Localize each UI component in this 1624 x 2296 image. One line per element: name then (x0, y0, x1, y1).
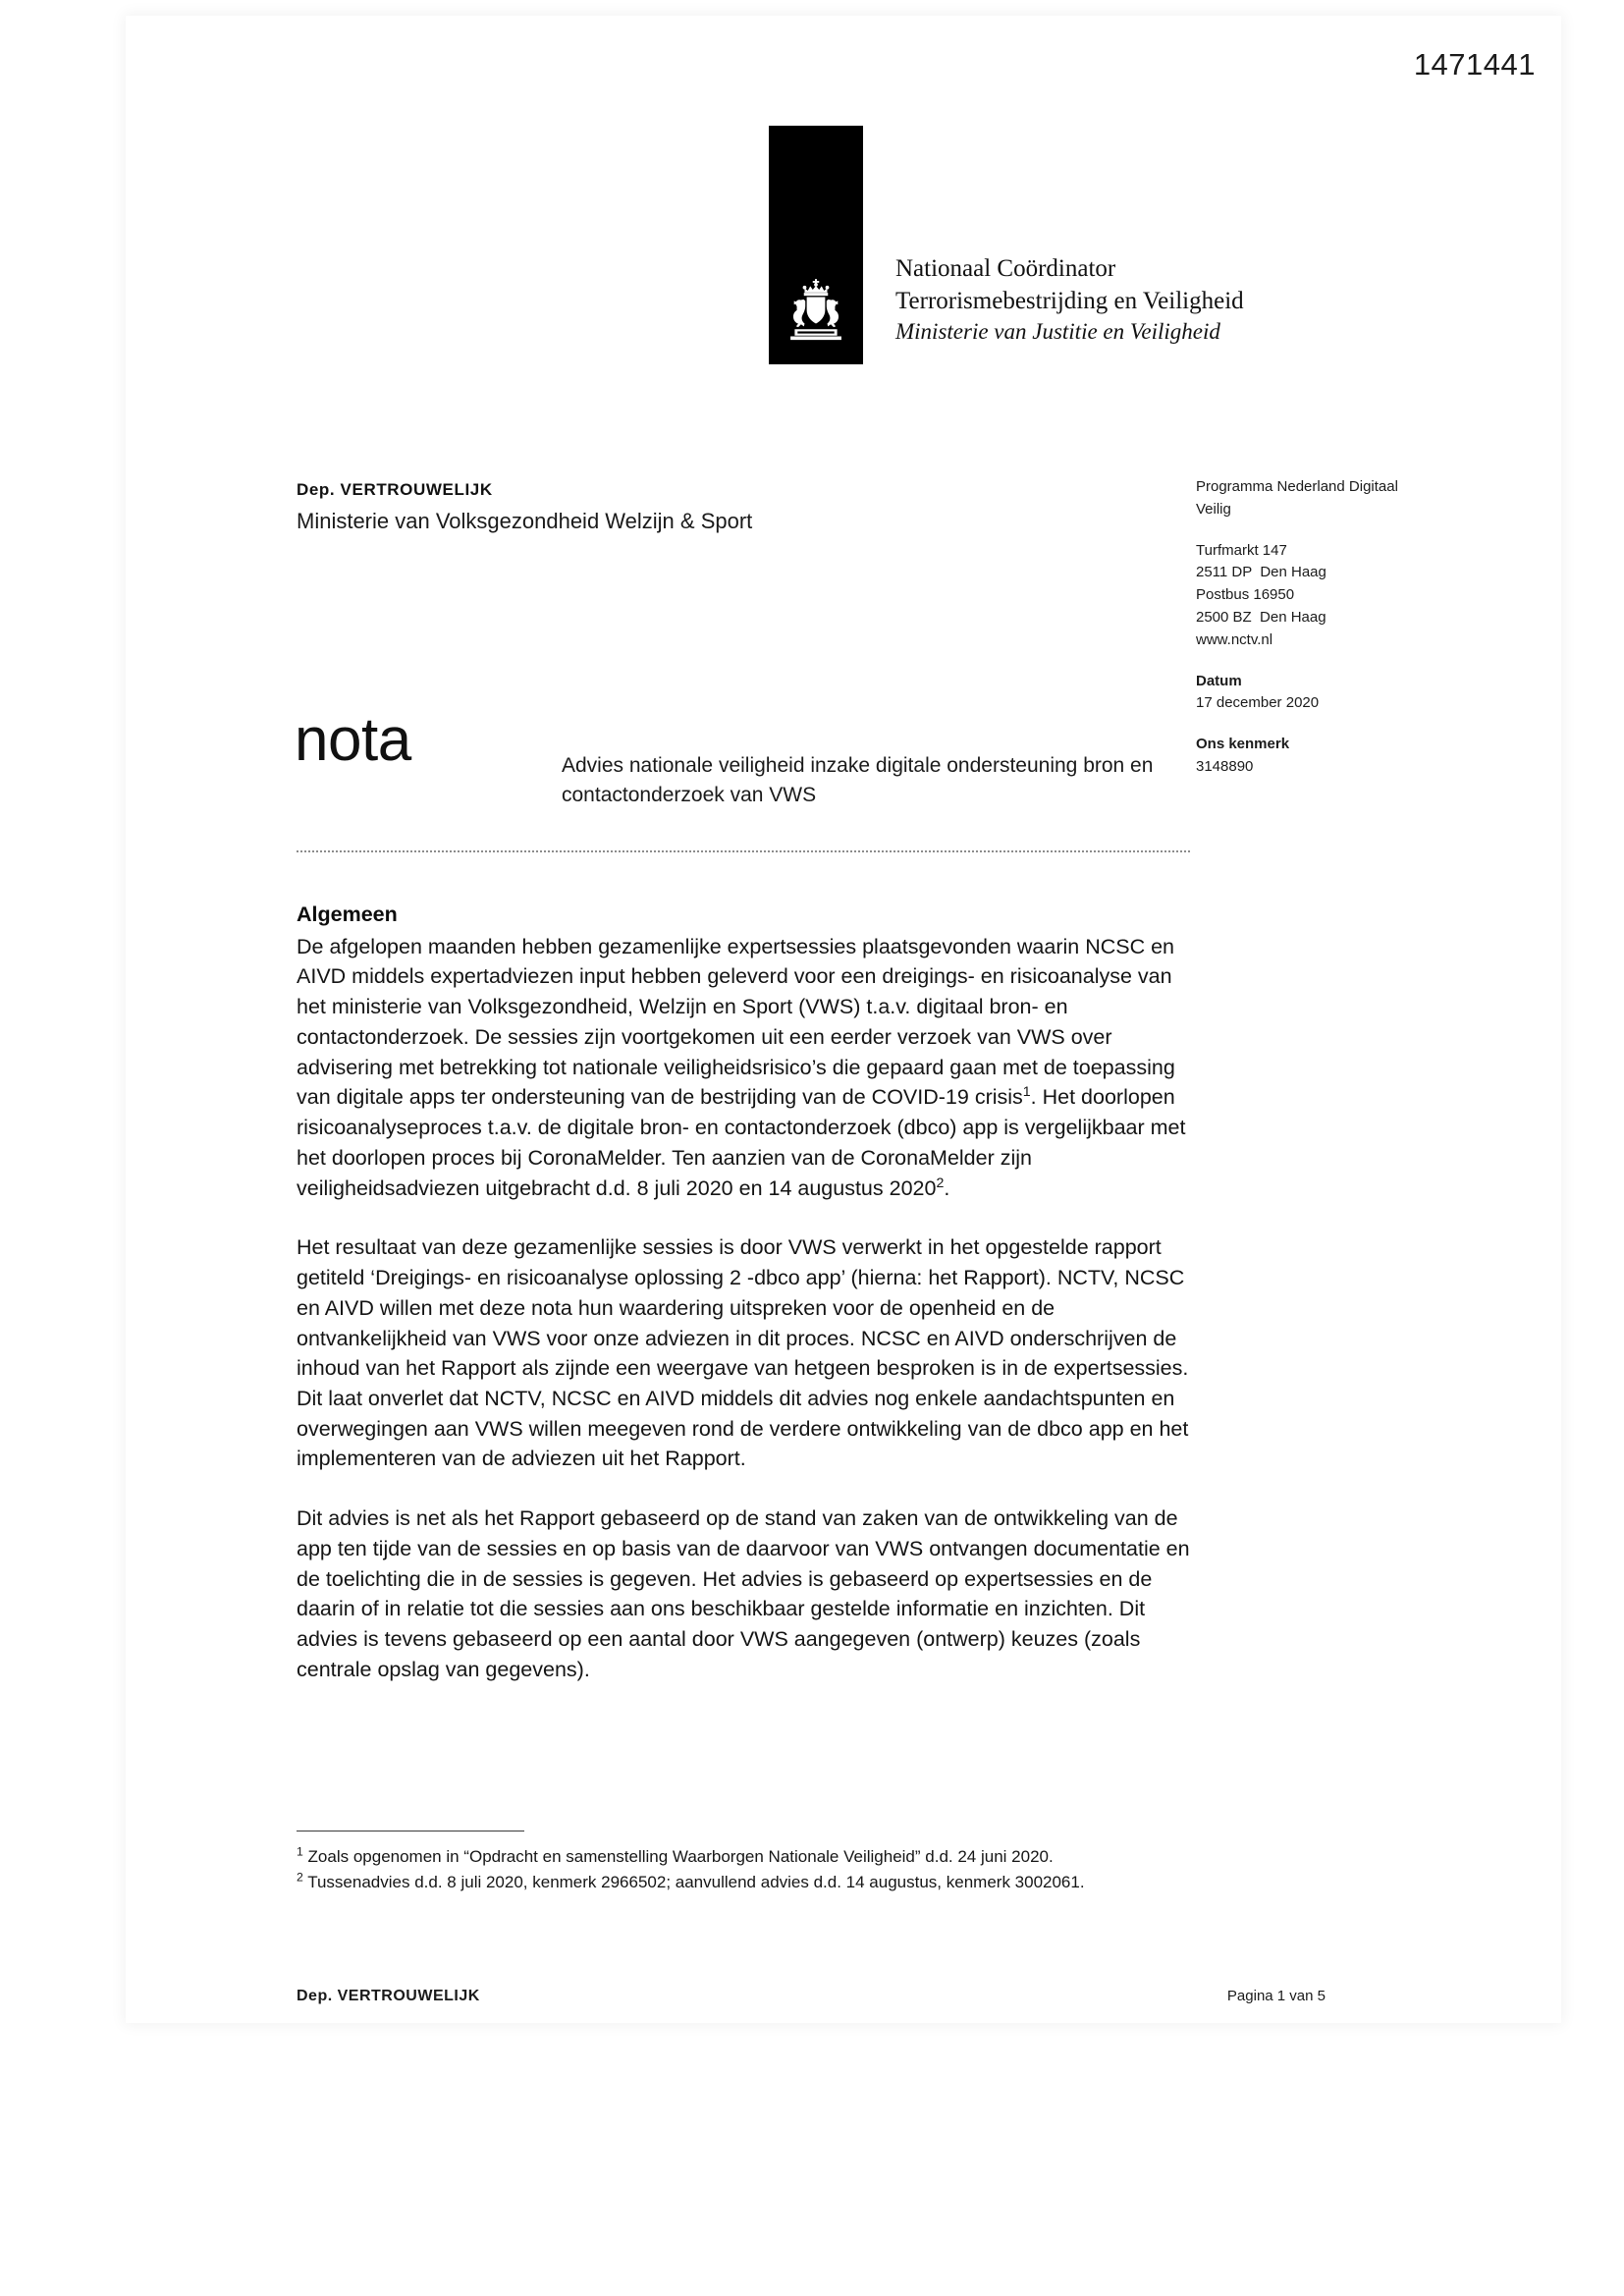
footnote-1-text: Zoals opgenomen in “Opdracht en samenstelling Waarborgen Nationale Veiligheid” d.d. 24 juni 2020. (302, 1847, 1054, 1866)
footnote-block (297, 1844, 1200, 1895)
header-divider (297, 850, 1190, 852)
footnote-2-marker: 2 (297, 1870, 303, 1885)
logo-line-1: Nationaal Coördinator (895, 255, 1116, 283)
letterhead-logo (769, 126, 1244, 364)
paragraph-1-part-c: . (944, 1175, 950, 1200)
letterhead-meta (1196, 476, 1490, 779)
document-number: 1471441 (1413, 47, 1536, 82)
date-value: 17 december 2020 (1196, 694, 1320, 712)
document-subject: Advies nationale veiligheid inzake digitale ondersteuning bron en contactonderzoek van VWS (562, 754, 1154, 806)
meta-reference (1196, 734, 1490, 779)
reference-value: 3148890 (1196, 757, 1254, 775)
date-label: Datum (1196, 672, 1242, 689)
logo-black-bar (769, 126, 863, 364)
footnote-1-marker: 1 (297, 1844, 303, 1859)
meta-date (1196, 671, 1490, 716)
body-paragraph-3: Dit advies is net als het Rapport gebaseerd op de stand van zaken van de ontwikkeling van de app ten tijde van de sessies en op basis van de daarvoor van VWS ontvangen documentatie en de toelichting die in de sessies is gegeven. Het advies is gebaseerd op expertsessies en de daarin of in relatie tot die sessies aan ons beschikbaar gestelde informatie en inzichten. Dit advies is tevens gebaseerd op een aantal door VWS aangegeven (ontwerp) keuzes (zoals centrale opslag van gegevens). (297, 1506, 1190, 1681)
footnote-2 (297, 1870, 1200, 1895)
addressee-block (297, 478, 752, 537)
paragraph-1-part-a: De afgelopen maanden hebben gezamenlijke expertsessies plaatsgevonden waarin NCSC en AIVD middels expertadviezen input hebben geleverd voor een dreigings- en risicoanalyse van het ministerie van Volksgezondheid, Welzijn en Sport (VWS) t.a.v. digitaal bron- en contactonderzoek. De sessies zijn voortgekomen uit een eerder verzoek van VWS over advisering met betrekking tot nationale veiligheidsrisico’s die gepaard gaan met de toepassing van digitale apps ter ondersteuning van de bestrijding van de COVID-19 crisis (297, 934, 1175, 1110)
programme-line-2: Veilig (1196, 500, 1231, 518)
address-website: www.nctv.nl (1196, 630, 1273, 648)
meta-programme (1196, 476, 1490, 521)
footer-classification: Dep. VERTROUWELIJK (297, 1988, 480, 2004)
address-street: Turfmarkt 147 (1196, 541, 1287, 559)
logo-line-2: Terrorismebestrijding en Veiligheid (895, 287, 1244, 314)
footnote-2-text: Tussenadvies d.d. 8 juli 2020, kenmerk 2966502; aanvullend advies d.d. 14 augustus, kenmerk 3002061. (302, 1872, 1085, 1891)
address-postbox-city: 2500 BZ Den Haag (1196, 608, 1326, 626)
address-postbox: Postbus 16950 (1196, 586, 1295, 604)
addressee-classification: Dep. VERTROUWELIJK (297, 480, 493, 499)
body-paragraph-2: Het resultaat van deze gezamenlijke sessies is door VWS verwerkt in het opgestelde rapport getiteld ‘Dreigings- en risicoanalyse oplossing 2 -dbco app’ (hierna: het Rapport). NCTV, NCSC en AIVD willen met deze nota hun waardering uitspreken voor de openheid en de ontvankelijkheid van VWS voor onze adviezen in dit proces. NCSC en AIVD onderschrijven de inhoud van het Rapport als zijnde een weergave van hetgeen besproken is in de expertsessies. Dit laat onverlet dat NCTV, NCSC en AIVD middels dit advies nog enkele aandachtspunten en overwegingen aan VWS willen meegeven rond de verdere ontwikkeling van de dbco app en het implementeren van de adviezen uit het Rapport. (297, 1235, 1189, 1471)
paragraph-1-part-b: . Het doorlopen risicoanalyseproces t.a.v. de digitale bron- en contactonderzoek (dbco) app is vergelijkbaar met het doorlopen proces bij CoronaMelder. Ten aanzien van de CoronaMelder zijn veiligheidsadviezen uitgebracht d.d. 8 juli 2020 en 14 augustus 2020 (297, 1085, 1186, 1200)
logo-wordmark (895, 253, 1244, 364)
programme-line-1: Programma Nederland Digitaal (1196, 478, 1398, 495)
footnote-ref-2: 2 (936, 1175, 945, 1191)
meta-address (1196, 540, 1490, 652)
dutch-coat-of-arms-icon (781, 277, 851, 348)
reference-label: Ons kenmerk (1196, 736, 1290, 753)
address-postcode-city: 2511 DP Den Haag (1196, 564, 1326, 581)
body-paragraph-1 (297, 932, 1192, 1204)
document-type-title: nota (295, 706, 411, 774)
document-body (297, 900, 1192, 1685)
logo-line-3: Ministerie van Justitie en Veiligheid (895, 319, 1220, 345)
addressee-ministry: Ministerie van Volksgezondheid Welzijn & Sport (297, 508, 753, 533)
footer-page-indicator: Pagina 1 van 5 (1226, 1988, 1326, 2004)
section-heading-algemeen: Algemeen (297, 902, 398, 926)
page-footer (297, 1988, 1326, 2005)
footnote-1 (297, 1844, 1200, 1870)
footnote-ref-1: 1 (1022, 1084, 1031, 1101)
